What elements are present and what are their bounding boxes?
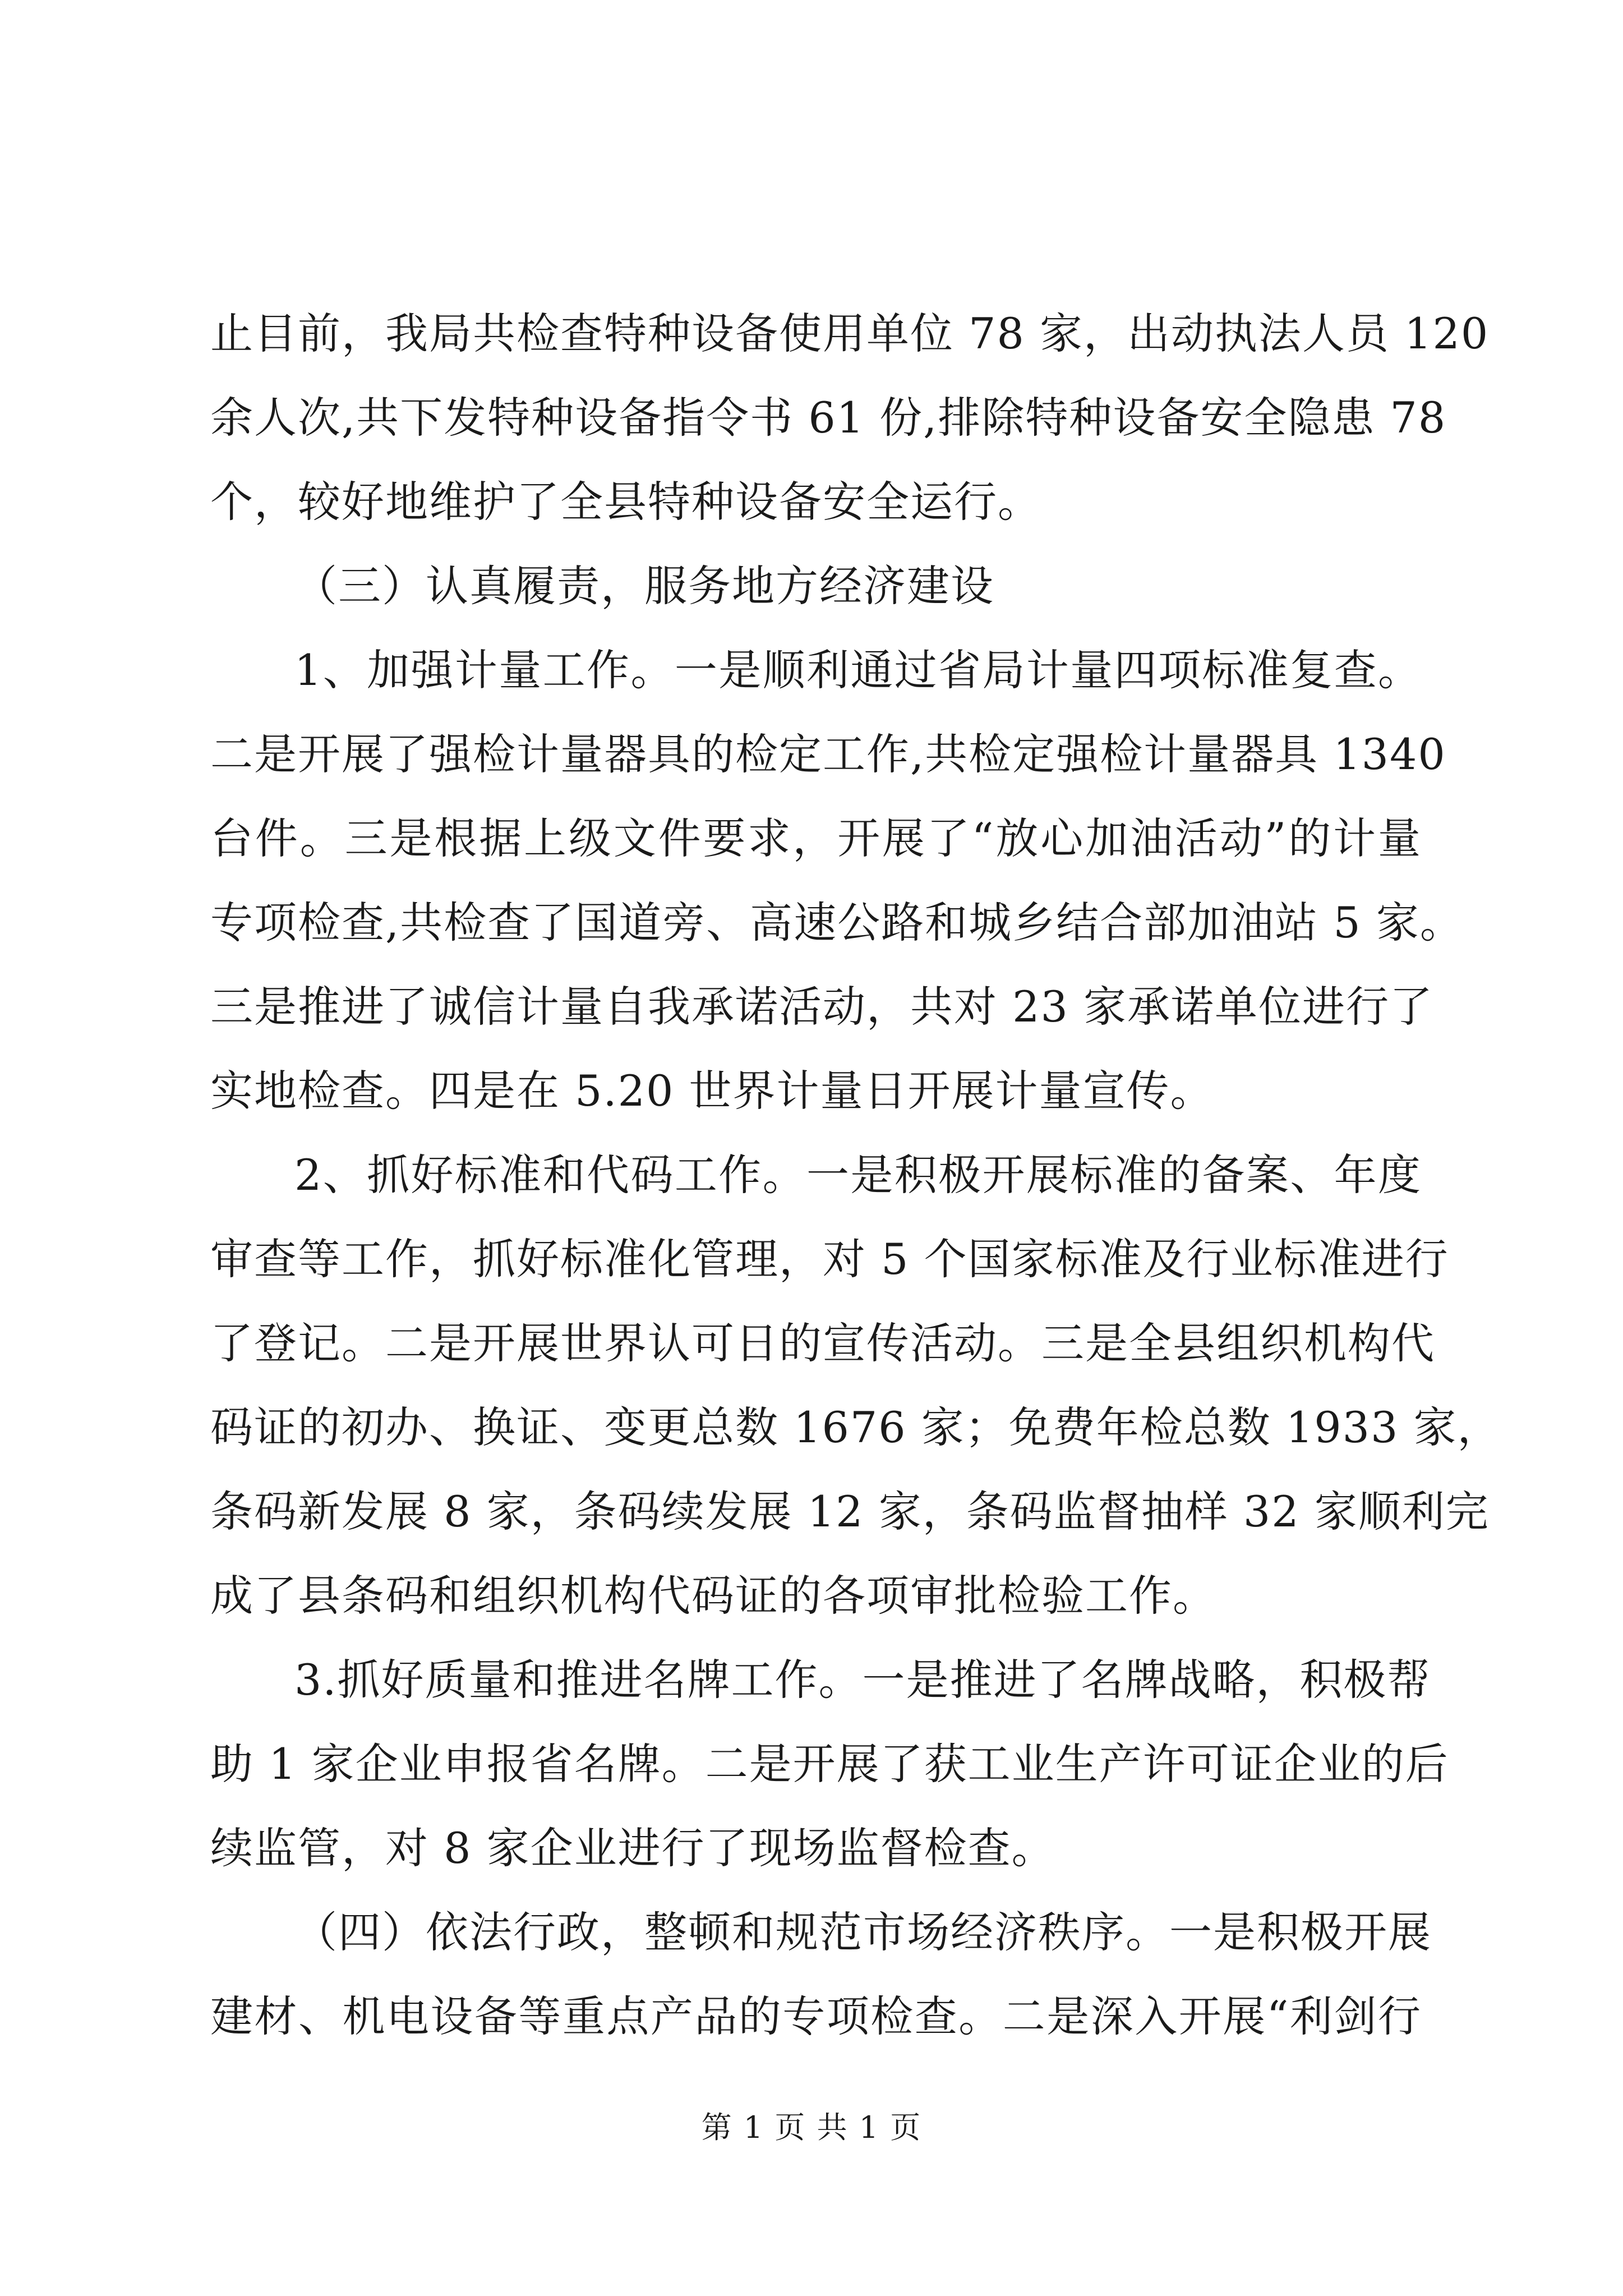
text-line: 个，较好地维护了全县特种设备安全运行。 <box>210 477 1041 527</box>
text-line: 止目前，我局共检查特种设备使用单位 78 家，出动执法人员 120 <box>210 309 1490 358</box>
section-heading: （三）认真履责，服务地方经济建设 <box>294 561 994 611</box>
page-number-footer: 第 1 页 共 1 页 <box>701 2110 922 2145</box>
text-line: 续监管，对 8 家企业进行了现场监督检查。 <box>210 1823 1055 1873</box>
text-line: 助 1 家企业申报省名牌。二是开展了获工业生产许可证企业的后 <box>210 1739 1449 1789</box>
text-line: 台件。三是根据上级文件要求，开展了“放心加油活动”的计量 <box>210 813 1422 863</box>
text-line: 建材、机电设备等重点产品的专项检查。二是深入开展“利剑行 <box>210 1991 1422 2041</box>
text-line: 审查等工作，抓好标准化管理，对 5 个国家标准及行业标准进行 <box>210 1234 1449 1284</box>
document-body <box>210 292 1501 2059</box>
text-line: 码证的初办、换证、变更总数 1676 家；免费年检总数 1933 家， <box>210 1402 1501 1452</box>
text-line: 专项检查,共检查了国道旁、高速公路和城乡结合部加油站 5 家。 <box>210 898 1464 947</box>
text-line: 条码新发展 8 家，条码续发展 12 家，条码监督抽样 32 家顺利完 <box>210 1487 1490 1536</box>
paragraph-first-line: 1、加强计量工作。一是顺利通过省局计量四项标准复查。 <box>294 645 1422 695</box>
paragraph-first-line: （四）依法行政，整顿和规范市场经济秩序。一是积极开展 <box>294 1907 1432 1957</box>
paragraph-first-line: 3.抓好质量和推进名牌工作。一是推进了名牌战略，积极帮 <box>294 1655 1431 1705</box>
text-line: 三是推进了诚信计量自我承诺活动，共对 23 家承诺单位进行了 <box>210 982 1434 1032</box>
text-line: 实地检查。四是在 5.20 世界计量日开展计量宣传。 <box>210 1066 1214 1116</box>
text-line: 了登记。二是开展世界认可日的宣传活动。三是全县组织机构代 <box>210 1318 1435 1368</box>
paragraph-first-line: 2、抓好标准和代码工作。一是积极开展标准的备案、年度 <box>294 1150 1422 1200</box>
text-line: 成了县条码和组织机构代码证的各项审批检验工作。 <box>210 1571 1216 1621</box>
text-line: 二是开展了强检计量器具的检定工作,共检定强检计量器具 1340 <box>210 729 1446 779</box>
text-line: 余人次,共下发特种设备指令书 61 份,排除特种设备安全隐患 78 <box>210 393 1447 443</box>
